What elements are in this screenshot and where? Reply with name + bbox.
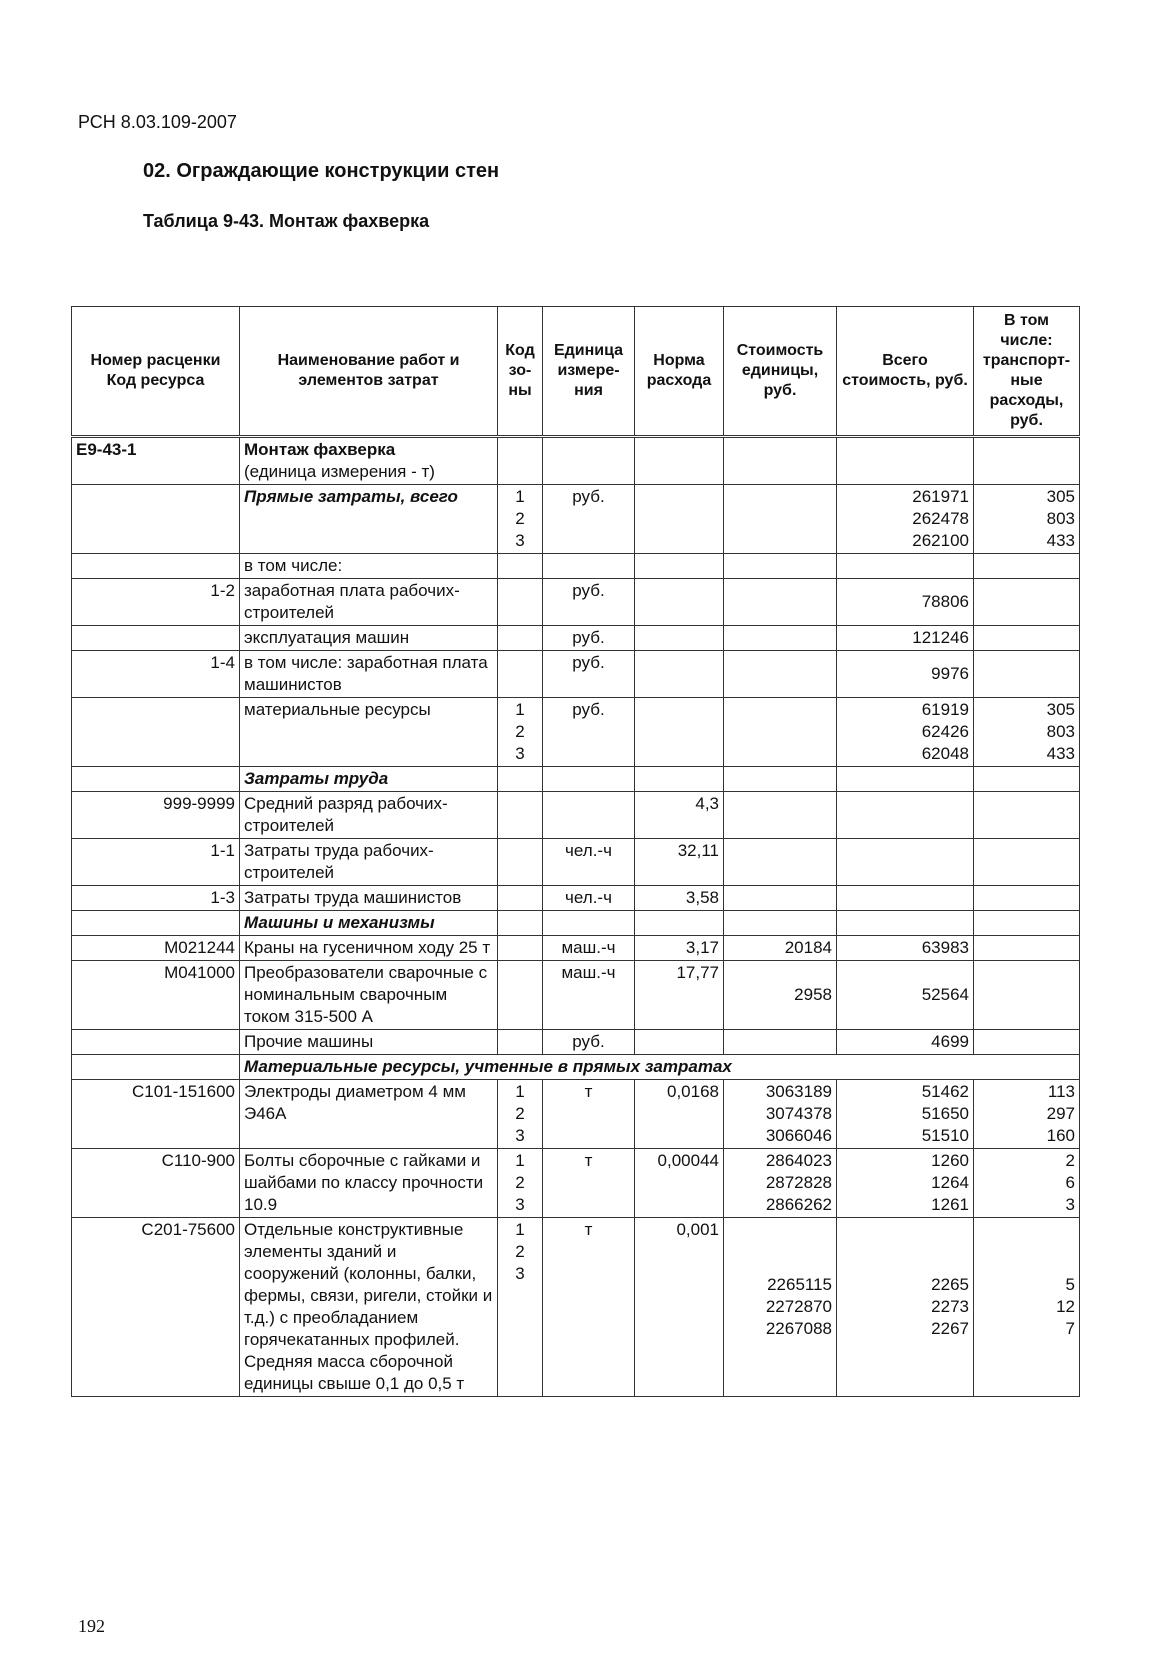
price-value: 2872828	[765, 1173, 832, 1192]
row-name: заработная плата рабочих-строителей	[240, 579, 498, 626]
table-row	[72, 936, 1080, 961]
row-code: М021244	[72, 936, 240, 961]
row-name: Прямые затраты, всего	[240, 485, 498, 554]
row-price	[724, 1218, 837, 1397]
table-row	[72, 839, 1080, 886]
zone-value: 2	[515, 1104, 525, 1123]
row-code: 1-2	[72, 579, 240, 626]
row-name: Затраты труда рабочих-строителей	[240, 839, 498, 886]
row-total	[837, 1149, 974, 1218]
row-transport	[974, 1149, 1080, 1218]
row-transport	[974, 698, 1080, 767]
row-total	[837, 1218, 974, 1397]
row-name-main: Монтаж фахверка	[244, 440, 396, 459]
transport-value: 803	[1046, 509, 1075, 528]
row-unit: т	[543, 1080, 635, 1149]
row-zones	[498, 1149, 543, 1218]
row-unit: руб.	[543, 626, 635, 651]
table-row	[72, 437, 1080, 485]
row-unit: руб.	[543, 651, 635, 698]
row-price	[724, 1080, 837, 1149]
row-unit: чел.-ч	[543, 839, 635, 886]
col-header-name: Наименование работ и элементов затрат	[240, 307, 498, 437]
total-value: 1261	[931, 1195, 969, 1214]
row-unit: чел.-ч	[543, 886, 635, 911]
row-code: М041000	[72, 961, 240, 1030]
col-header-zone: Код зо-ны	[498, 307, 543, 437]
row-transport	[974, 1080, 1080, 1149]
row-zones	[498, 1080, 543, 1149]
table-row	[72, 579, 1080, 626]
zone-value: 1	[515, 487, 525, 506]
col-header-transport: В том числе: транспорт-ные расходы, руб.	[974, 307, 1080, 437]
transport-value: 12	[1056, 1297, 1075, 1316]
row-total	[837, 485, 974, 554]
table-row	[72, 1149, 1080, 1218]
transport-value: 433	[1046, 531, 1075, 550]
price-value: 2267088	[765, 1319, 832, 1338]
section-title: 02. Ограждающие конструкции стен	[143, 160, 500, 182]
row-code: 1-1	[72, 839, 240, 886]
row-zones	[498, 1218, 543, 1397]
total-value: 51510	[921, 1126, 969, 1145]
col-header-code: Номер расценки Код ресурса	[72, 307, 240, 437]
table-row	[72, 1055, 1080, 1080]
transport-value: 297	[1046, 1104, 1075, 1123]
row-price: 20184	[724, 936, 837, 961]
col-header-unit-cost: Стоимость единицы, руб.	[724, 307, 837, 437]
price-value: 2866262	[765, 1195, 832, 1214]
transport-value: 2	[1065, 1151, 1075, 1170]
total-value: 51650	[921, 1104, 969, 1123]
zone-value: 3	[515, 531, 525, 550]
row-unit: маш.-ч	[543, 936, 635, 961]
row-code: Е9-43-1	[72, 437, 240, 485]
row-name: в том числе:	[240, 554, 498, 579]
total-value: 2267	[931, 1319, 969, 1338]
zone-value: 3	[515, 1126, 525, 1145]
row-unit: руб.	[543, 698, 635, 767]
row-name: в том числе: заработная плата машинистов	[240, 651, 498, 698]
table-row	[72, 1080, 1080, 1149]
table-row	[72, 961, 1080, 1030]
row-code: 999-9999	[72, 792, 240, 839]
table-row	[72, 698, 1080, 767]
row-price	[724, 1149, 837, 1218]
row-norm: 32,11	[635, 839, 724, 886]
row-section-heading: Машины и механизмы	[240, 911, 498, 936]
row-name	[240, 437, 498, 485]
row-name: материальные ресурсы	[240, 698, 498, 767]
row-name-sub: (единица измерения - т)	[244, 462, 435, 481]
zone-value: 3	[515, 1195, 525, 1214]
transport-value: 305	[1046, 700, 1075, 719]
row-unit: руб.	[543, 1030, 635, 1055]
table-row	[72, 554, 1080, 579]
document-code: РСН 8.03.109-2007	[78, 112, 237, 132]
row-total: 121246	[837, 626, 974, 651]
zone-value: 2	[515, 509, 525, 528]
transport-value: 3	[1065, 1195, 1075, 1214]
row-total: 78806	[837, 579, 974, 626]
row-total: 52564	[837, 961, 974, 1030]
zone-value: 2	[515, 1242, 525, 1261]
price-value: 2272870	[765, 1297, 832, 1316]
row-norm: 0,00044	[635, 1149, 724, 1218]
price-value: 2864023	[765, 1151, 832, 1170]
row-zones	[498, 698, 543, 767]
table-row	[72, 1218, 1080, 1397]
row-norm: 17,77	[635, 961, 724, 1030]
price-value: 3066046	[765, 1126, 832, 1145]
row-name: эксплуатация машин	[240, 626, 498, 651]
total-value: 262478	[912, 509, 969, 528]
row-total: 9976	[837, 651, 974, 698]
row-total	[837, 698, 974, 767]
table-row	[72, 767, 1080, 792]
zone-value: 3	[515, 744, 525, 763]
row-price: 2958	[724, 961, 837, 1030]
total-value: 262100	[912, 531, 969, 550]
transport-value: 6	[1065, 1173, 1075, 1192]
table-header-row	[72, 307, 1080, 437]
table-row	[72, 886, 1080, 911]
row-norm: 0,0168	[635, 1080, 724, 1149]
zone-value: 1	[515, 1220, 525, 1239]
row-name: Прочие машины	[240, 1030, 498, 1055]
page-number: 192	[78, 1616, 105, 1636]
row-norm: 0,001	[635, 1218, 724, 1397]
row-unit: маш.-ч	[543, 961, 635, 1030]
zone-value: 3	[515, 1264, 525, 1283]
row-name: Затраты труда машинистов	[240, 886, 498, 911]
row-name: Средний разряд рабочих-строителей	[240, 792, 498, 839]
row-zones	[498, 485, 543, 554]
row-section-heading: Затраты труда	[240, 767, 498, 792]
total-value: 1260	[931, 1151, 969, 1170]
zone-value: 2	[515, 1173, 525, 1192]
row-name: Болты сборочные с гайками и шайбами по классу прочности 10.9	[240, 1149, 498, 1218]
col-header-norm: Норма расхода	[635, 307, 724, 437]
table-row	[72, 911, 1080, 936]
row-transport	[974, 485, 1080, 554]
row-total: 4699	[837, 1030, 974, 1055]
table-row	[72, 651, 1080, 698]
col-header-unit: Единица измере-ния	[543, 307, 635, 437]
total-value: 61919	[921, 700, 969, 719]
total-value: 62426	[921, 722, 969, 741]
row-code: С201-75600	[72, 1218, 240, 1397]
transport-value: 305	[1046, 487, 1075, 506]
row-total: 63983	[837, 936, 974, 961]
zone-value: 1	[515, 1082, 525, 1101]
row-name: Преобразователи сварочные с номинальным сварочным током 315-500 А	[240, 961, 498, 1030]
total-value: 2273	[931, 1297, 969, 1316]
col-header-total-cost: Всего стоимость, руб.	[837, 307, 974, 437]
table-title: Таблица 9-43. Монтаж фахверка	[143, 211, 430, 231]
row-unit: руб.	[543, 485, 635, 554]
row-code: 1-4	[72, 651, 240, 698]
zone-value: 1	[515, 700, 525, 719]
table-row	[72, 485, 1080, 554]
row-unit: руб.	[543, 579, 635, 626]
row-unit: т	[543, 1149, 635, 1218]
price-value: 3063189	[765, 1082, 832, 1101]
table-row	[72, 792, 1080, 839]
total-value: 51462	[921, 1082, 969, 1101]
row-norm: 3,58	[635, 886, 724, 911]
price-value: 2265115	[767, 1275, 832, 1294]
row-code: С101-151600	[72, 1080, 240, 1149]
row-name: Отдельные конструктивные элементы зданий и сооружений (колонны, балки, фермы, связи, ригели, стойки и т.д.) с преобладанием горячекатанных профилей. Средняя масса сборочной единицы свыше 0,1 до 0,5 т	[240, 1218, 498, 1397]
total-value: 261971	[912, 487, 969, 506]
row-name: Краны на гусеничном ходу 25 т	[240, 936, 498, 961]
row-unit: т	[543, 1218, 635, 1397]
table-row	[72, 626, 1080, 651]
row-code: 1-3	[72, 886, 240, 911]
transport-value: 113	[1047, 1082, 1075, 1101]
transport-value: 433	[1046, 744, 1075, 763]
transport-value: 160	[1046, 1126, 1075, 1145]
row-section-heading: Материальные ресурсы, учтенные в прямых затратах	[240, 1055, 1080, 1080]
row-total	[837, 1080, 974, 1149]
row-transport	[974, 1218, 1080, 1397]
rates-table	[71, 306, 1080, 1397]
zone-value: 1	[515, 1151, 525, 1170]
total-value: 2265	[931, 1275, 969, 1294]
row-code: С110-900	[72, 1149, 240, 1218]
transport-value: 803	[1046, 722, 1075, 741]
row-norm: 4,3	[635, 792, 724, 839]
transport-value: 7	[1065, 1319, 1075, 1338]
row-name: Электроды диаметром 4 мм Э46А	[240, 1080, 498, 1149]
zone-value: 2	[515, 722, 525, 741]
transport-value: 5	[1065, 1275, 1075, 1294]
total-value: 62048	[921, 744, 969, 763]
table-row	[72, 1030, 1080, 1055]
total-value: 1264	[931, 1173, 969, 1192]
price-value: 3074378	[765, 1104, 832, 1123]
row-norm: 3,17	[635, 936, 724, 961]
